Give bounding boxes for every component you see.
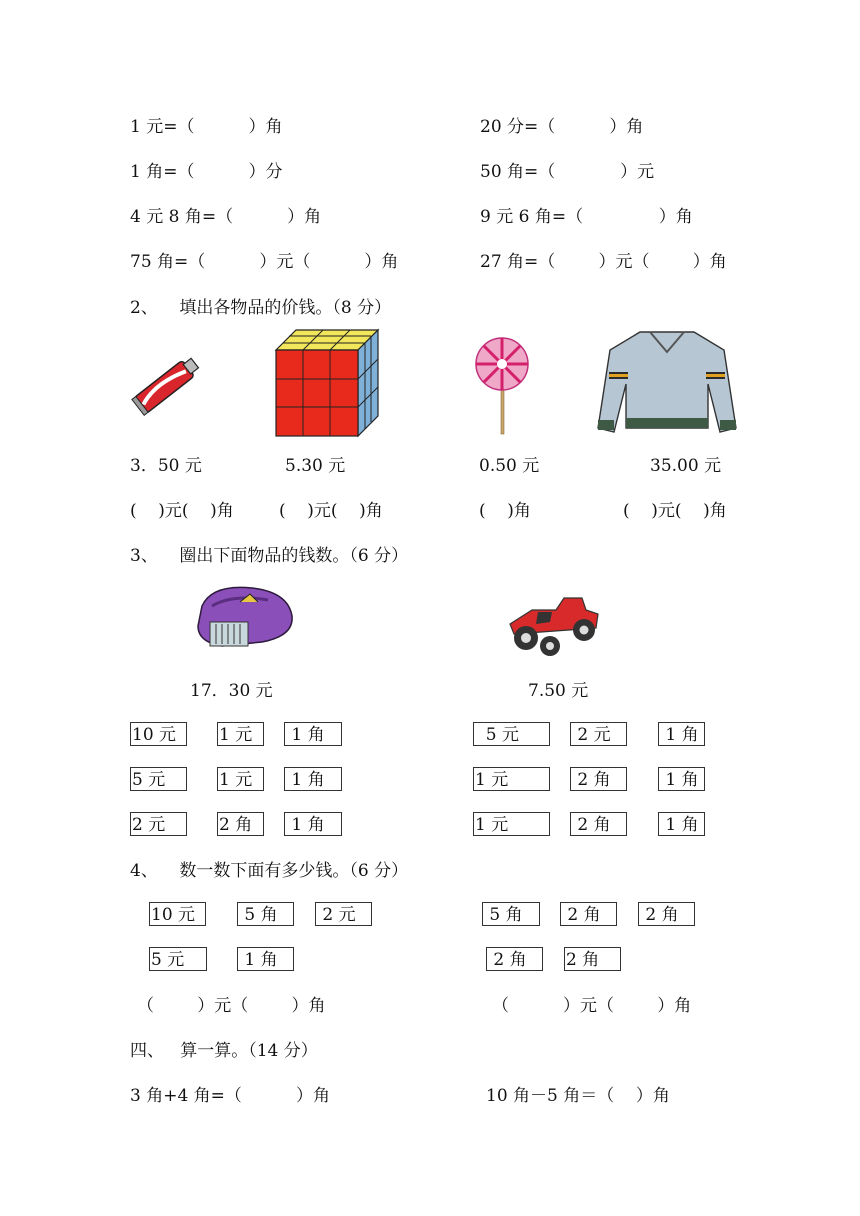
money-box[interactable]: 1 元 [217, 722, 264, 746]
calc-right[interactable]: 10 角－5 角＝（ ）角 [486, 1086, 670, 1106]
answer-count-right[interactable]: （ ）元（ ）角 [492, 996, 692, 1016]
rubiks-cube-icon [272, 328, 382, 440]
conversion-9yuan6jiao: 9 元 6 角=（ ）角 [480, 207, 693, 227]
section-2-heading: 2、 填出各物品的价钱。（8 分） [130, 298, 392, 318]
price-lollipop: 0.50 元 [479, 456, 540, 476]
money-box: 2 角 [560, 902, 617, 926]
money-box[interactable]: 2 元 [570, 722, 627, 746]
money-box: 2 角 [638, 902, 695, 926]
conversion-50jiao: 50 角=（ ）元 [480, 162, 655, 182]
answer-sweater[interactable]: ( )元( )角 [623, 501, 727, 521]
money-box[interactable]: 5 元 [130, 767, 187, 791]
conversion-4yuan8jiao: 4 元 8 角=（ ）角 [130, 207, 322, 227]
money-box[interactable]: 2 角 [570, 812, 627, 836]
conversion-1jiao: 1 角=（ ）分 [130, 162, 283, 182]
toothpaste-icon [128, 345, 208, 423]
money-box[interactable]: 2 角 [570, 767, 627, 791]
toy-car-icon [502, 588, 602, 658]
answer-cube[interactable]: ( )元( )角 [279, 501, 383, 521]
money-box: 5 角 [482, 902, 540, 926]
section-3-heading: 3、 圈出下面物品的钱数。（6 分） [130, 546, 409, 566]
conversion-75jiao: 75 角=（ ）元（ ）角 [130, 252, 399, 272]
money-box: 2 角 [486, 947, 543, 971]
money-box[interactable]: 1 角 [658, 767, 705, 791]
money-box[interactable]: 1 角 [284, 767, 342, 791]
answer-lollipop[interactable]: ( )角 [479, 501, 531, 521]
calc-left[interactable]: 3 角+4 角=（ ）角 [130, 1086, 330, 1106]
money-box: 5 角 [237, 902, 294, 926]
money-box: 1 角 [237, 947, 294, 971]
price-purse: 17．30 元 [190, 681, 273, 701]
money-box[interactable]: 10 元 [130, 722, 187, 746]
price-car: 7.50 元 [528, 681, 589, 701]
money-box: 10 元 [149, 902, 206, 926]
money-box: 2 元 [315, 902, 372, 926]
money-box[interactable]: 1 元 [473, 812, 550, 836]
money-box[interactable]: 2 角 [217, 812, 264, 836]
lollipop-icon [472, 336, 534, 436]
money-box[interactable]: 1 角 [284, 812, 342, 836]
money-box[interactable]: 1 角 [658, 722, 705, 746]
section-5-heading: 四、 算一算。（14 分） [130, 1041, 318, 1061]
conversion-27jiao: 27 角=（ ）元（ ）角 [480, 252, 727, 272]
money-box[interactable]: 2 元 [130, 812, 187, 836]
section-4-heading: 4、 数一数下面有多少钱。（6 分） [130, 861, 409, 881]
price-sweater: 35.00 元 [650, 456, 722, 476]
money-box[interactable]: 1 元 [473, 767, 550, 791]
money-box[interactable]: 1 元 [217, 767, 264, 791]
purse-icon [192, 582, 296, 650]
conversion-20fen: 20 分=（ ）角 [480, 117, 644, 137]
money-box[interactable]: 1 角 [658, 812, 705, 836]
sweater-icon [596, 328, 738, 440]
money-box: 5 元 [149, 947, 207, 971]
money-box[interactable]: 1 角 [284, 722, 342, 746]
answer-count-left[interactable]: （ ）元（ ）角 [137, 996, 326, 1016]
money-box: 2 角 [564, 947, 621, 971]
price-toothpaste: 3．50 元 [130, 456, 202, 476]
price-cube: 5.30 元 [285, 456, 346, 476]
answer-toothpaste[interactable]: ( )元( )角 [130, 501, 234, 521]
money-box[interactable]: 5 元 [473, 722, 550, 746]
conversion-1yuan: 1 元=（ ）角 [130, 117, 283, 137]
